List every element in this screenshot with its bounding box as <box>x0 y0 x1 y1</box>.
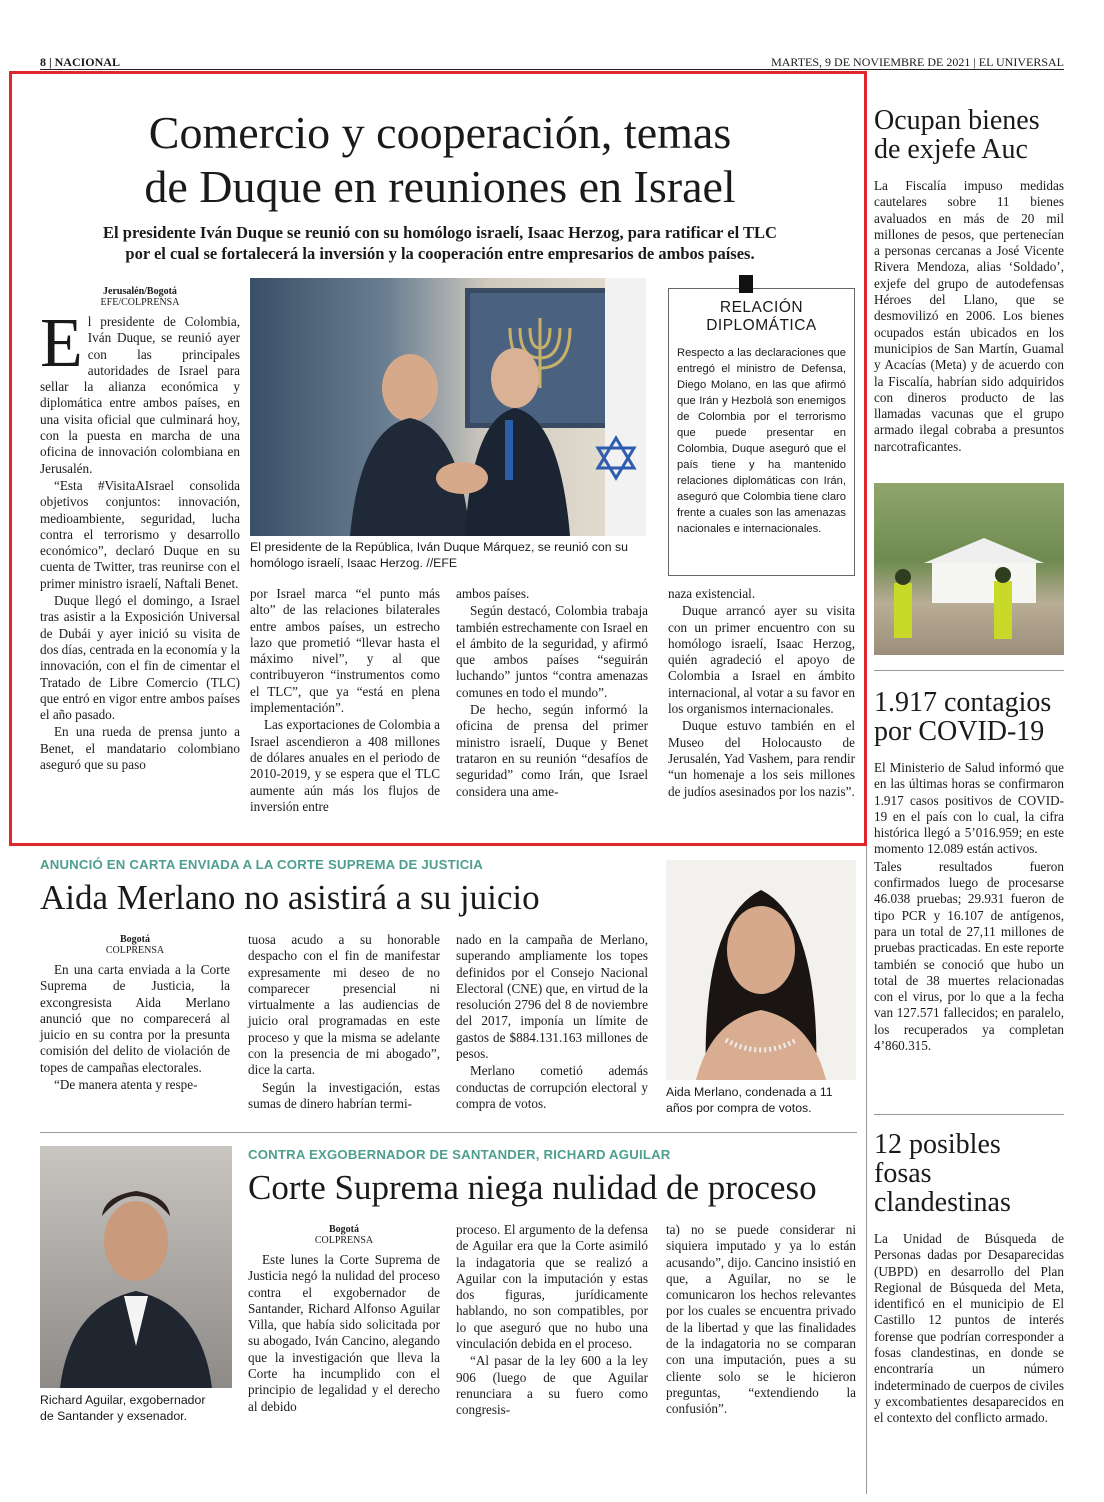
brief-fosas: 12 posibles fosas clandestinas La Unidad de Búsqueda de Personas dadas por Desaparecidas (UBPD) en desarrollo del Plan Regional de Búsqueda del Meta, identificó en el municipio de El Castillo 12 puntos de interés forense que podrían corresponder a fosas clandestinas, en donde se encontraría un número indeterminado de cuerpos de civiles y excombatientes desaparecidos en el contexto del conflicto armado. <box>874 1129 1064 1426</box>
photo-bienes-ocupados <box>874 483 1064 655</box>
brief-covid: 1.917 contagios por COVID-19 El Ministerio de Salud informó que en las últimas horas se confirmaron 1.917 casos positivos de COVID-19 en el país con lo cual, la cifra histórica llegó a 5’016.959; en este momento 12.089 están activos. Tales resultados fueron confirmados luego de procesarse 46.038 pruebas; 29.931 fueron de tipo PCR y 16.107 de antígenos, para un total de 27,11 millones de pruebas practicadas. En este reporte también se conoció que hubo un total de 38 muertes relacionadas con el virus, por lo que a la fecha van 127.571 fallecidos; en paralelo, los recuperados ya completan 4’860.315. <box>874 687 1064 1054</box>
article-deck: El presidente Iván Duque se reunió con su homólogo israelí, Isaac Herzog, para ratificar el TLC por el cual se fortalecerá la inversión y la cooperación entre empresarios de ambos países. <box>103 223 777 263</box>
article-column-4: naza existencial. Duque arrancó ayer su visita con un primer encuentro con su homólogo israelí, Isaac Herzog, quién agradeció el apoyo de Colombia a Israel en ámbito internacional, al votar a su favor en los organismos internacionales. Duque estuvo también en el Museo del Holocausto de Jerusalén, Yad Vashem, para rendir “un homenaje a los seis millones de judíos asesinados por los nazis”. <box>668 586 855 799</box>
merlano-column-3: nado en la campaña de Merlano, superando ampliamente los topes definidos por el Consejo Nacional Electoral (CNE) que, en virtud de la resolución 2796 del 8 de noviembre del 2017, imponía un límite de gastos de $884.131.163 millones de pesos. Merlano cometió además conductas de corrupción electoral y compra de votos. <box>456 932 648 1111</box>
brief-title: 12 posibles fosas clandestinas <box>874 1129 1011 1218</box>
box-text: Respecto a las declaraciones que entregó el ministro de Defensa, Diego Molano, en las que afirmó que Irán y Hezbolá son enemigos de Colombia por el terrorismo que puede presentar en Colombia, Duque aseguró que el país tiene y ha mantenido relaciones diplomáticas con Irán, aseguró que Colombia tiene claro frente a cuales son las amenazas nacionales e internacionales. <box>677 347 846 535</box>
article-column-1: Jerusalén/Bogotá EFE/COLPRENSA E l presidente de Colombia, Iván Duque, se reunió ayer con las principales autoridades de Israel para sellar la alianza económica y diplomática entre ambos países, en una visita oficial que culminará hoy, con la puesta en marcha de una oficina de innovación colombiana en Jerusalén. “Esta #VisitaAIsrael consolida objetivos conjuntos: innovación, medioambiente, seguridad, lucha contra el terrorismo y desarrollo económico”, declaró Duque en su cuenta de Twitter, tras reunirse con el primer ministro israelí, Naftali Benet. Duque llegó el domingo, a Israel tras asistir a la Exposición Universal de Dubái y ayer inició su visita de dos días, centrada en la economía y la innovación, con el fin de cimentar el Tratado de Libre Comercio (TLC) que entró en vigor entre ambos países el año pasado. En una rueda de prensa junto a Benet, el mandatario colombiano aseguró que su paso <box>40 286 240 773</box>
divider <box>40 1132 857 1133</box>
box-title: RELACIÓN DIPLOMÁTICA <box>706 299 817 334</box>
byline: Bogotá COLPRENSA <box>105 934 165 956</box>
photo-richard-aguilar <box>40 1146 232 1388</box>
highlight-box <box>9 71 867 846</box>
kicker-merlano: ANUNCIÓ EN CARTA ENVIADA A LA CORTE SUPREMA DE JUSTICIA <box>40 857 484 872</box>
brief-title: Ocupan bienes de exjefe Auc <box>874 105 1040 165</box>
byline: Bogotá COLPRENSA <box>314 1224 374 1246</box>
photo-caption: El presidente de la República, Iván Duque Márquez, se reunió con su homólogo israelí, Isaac Herzog. //EFE <box>250 540 629 570</box>
article-headline: Comercio y cooperación, temas de Duque en reuniones en Israel <box>144 107 736 212</box>
aguilar-column-1: Bogotá COLPRENSA Este lunes la Corte Suprema de Justicia negó la nulidad del proceso contra el exgobernador de Santander, Richard Alfonso Aguilar Villa, que había sido solicitada por su abogado, Iván Cancino, alegando que la investigación que lleva la Corte ha incumplido con el principio de legalidad y el derecho al debido <box>248 1224 440 1414</box>
brief-bienes: Ocupan bienes de exjefe Auc La Fiscalía impuso medidas cautelares sobre 11 bienes avaluados en más de 20 mil millones de pesos, que pertenecían a personas cercanas a José Vicente Rivera Mendoza, alias ‘Soldado’, exjefe del grupo de autodefensas Héroes del Llano, que se desmovilizó en 2006. Los bienes ocupados están ubicados en los municipios de San Martín, Guamal y Acacías (Meta) y de acuerdo con la Fiscalía, habrían sido adquiridos con dineros producto de las llamadas vacunas que el grupo armado ilegal cobraba a presuntos narcotraficantes. <box>874 105 1064 454</box>
divider <box>874 1114 1064 1115</box>
divider <box>874 670 1064 671</box>
headline-merlano: Aida Merlano no asistirá a su juicio <box>40 878 540 917</box>
section-label: 8 | NACIONAL <box>40 55 120 69</box>
brief-title: 1.917 contagios por COVID-19 <box>874 687 1052 747</box>
aguilar-caption: Richard Aguilar, exgobernador de Santander y exsenador. <box>40 1393 206 1423</box>
merlano-caption: Aida Merlano, condenada a 11 años por compra de votos. <box>666 1085 833 1115</box>
drop-cap: E <box>40 305 83 382</box>
byline: Jerusalén/Bogotá EFE/COLPRENSA <box>100 286 180 308</box>
merlano-column-2: tuosa acudo a su honorable despacho con el fin de manifestar expresamente mi deseo de no comparecer presencial ni virtualmente a las audiencias de juicio oral programadas en este proceso y que la misma se adelante con la presencia de mi abogado”, dice la carta. Según la investigación, estas sumas de dinero habrían termi- <box>248 932 440 1111</box>
photo-aida-merlano <box>666 860 856 1080</box>
article-column-3: ambos países. Según destacó, Colombia trabaja también estrechamente con Israel en el ámbito de la seguridad, y afirmó que ambos países “seguirán luchando” juntos “contra amenazas comunes en todo el mundo”. De hecho, según informó la oficina de prensa del primer ministro israelí, Duque y Benet trataron en su reunión “desafíos de seguridad” como Irán, que Israel considera una ame- <box>456 586 648 799</box>
edition-date: MARTES, 9 DE NOVIEMBRE DE 2021 | EL UNIVERSAL <box>771 55 1064 69</box>
article-column-2: por Israel marca “el punto más alto” de las relaciones bilaterales entre ambos países, un estrecho lazo que prometió “llevar hasta el máximo nivel”, y al que contribuyeron “instrumentos como el TLC”, que ya “está en plena implementación”. Las exportaciones de Colombia a Israel ascendieron a 408 millones de dólares anuales en el periodo de 2010-2019, y se espera que el TLC aumente aún más los flujos de inversión entre <box>250 586 440 814</box>
aguilar-column-2: proceso. El argumento de la defensa de Aguilar era que la Corte asimiló la indagatoria que se realizó a Aguilar con la imputación y estas dos figuras, jurídicamente hablando, no son compatibles, por lo que aseguró que no hubo una vinculación debida en el proceso. “Al pasar de la ley 600 a la ley 906 (luego de que Aguilar renunciara a su fuero como congresis- <box>456 1222 648 1418</box>
merlano-column-1: Bogotá COLPRENSA En una carta enviada a la Corte Suprema de Justicia, la excongresista Aida Merlano anunció que no comparecerá al juicio en su contra por la presunta comisión del delito de violación de topes de campañas electorales. “De manera atenta y respe- <box>40 934 230 1093</box>
headline-aguilar: Corte Suprema niega nulidad de proceso <box>248 1168 817 1207</box>
kicker-aguilar: CONTRA EXGOBERNADOR DE SANTANDER, RICHARD AGUILAR <box>248 1147 671 1162</box>
aguilar-column-3: ta) no se puede considerar ni siquiera imputado y ya lo están acusando”, dijo. Cancino insistió en que, a Aguilar, no se le comunicaron los hechos relevantes por los cuales se encuentra privado de la libertad y que las finalidades de la indagatoria no se comparan con una imputación, pues a su cliente solo se le hicieron preguntas, “extendiendo la confusión”. <box>666 1222 856 1417</box>
page-header <box>40 56 1064 70</box>
